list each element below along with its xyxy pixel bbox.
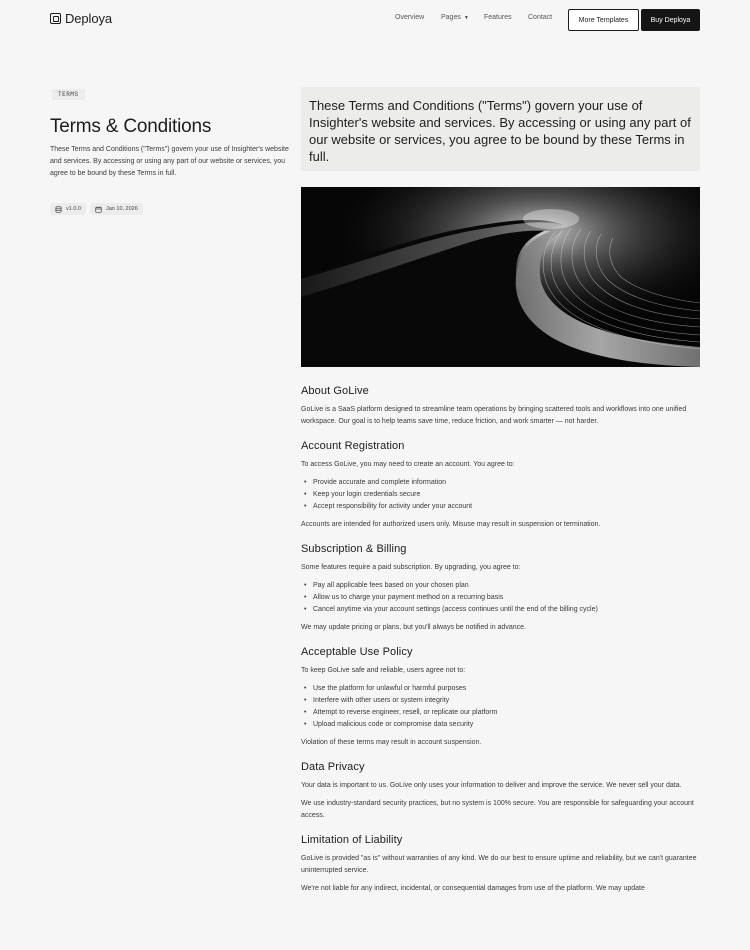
page-title: Terms & Conditions bbox=[50, 116, 212, 137]
intro-text: These Terms and Conditions ("Terms") govern your use of Insighter's website and services. By accessing or using any part of our website or services, you agree to be bound by these Terms in full. bbox=[50, 146, 289, 177]
terms-content bbox=[301, 385, 700, 907]
list-item: • Attempt to reverse engineer, resell, or replicate our platform bbox=[301, 707, 700, 719]
section-paragraph: Some features require a paid subscription. By upgrading, you agree to: bbox=[301, 564, 521, 571]
section-title: Subscription & Billing bbox=[301, 543, 407, 555]
section-paragraph: We may update pricing or plans, but you'll always be notified in advance. bbox=[301, 624, 526, 631]
section-about bbox=[301, 385, 700, 428]
list-item: • Use the platform for unlawful or harmful purposes bbox=[301, 683, 700, 695]
buy-button[interactable]: Buy Deploya bbox=[641, 9, 700, 31]
nav-features[interactable] bbox=[484, 14, 512, 21]
section-acceptable-use bbox=[301, 646, 700, 749]
nav-features-label: Features bbox=[484, 14, 512, 21]
nav-contact-label: Contact bbox=[528, 14, 553, 21]
logo-icon bbox=[50, 13, 61, 24]
date-text: Jan 10, 2026 bbox=[105, 206, 138, 212]
version-chip bbox=[50, 203, 86, 215]
list-item: • Upload malicious code or compromise data security bbox=[301, 719, 700, 731]
bullet-list bbox=[301, 683, 700, 731]
site-header bbox=[0, 0, 750, 40]
more-templates-button[interactable]: More Templates bbox=[568, 9, 639, 31]
hero-image bbox=[301, 187, 700, 367]
section-subscription-billing bbox=[301, 543, 700, 634]
section-paragraph: To keep GoLive safe and reliable, users agree not to: bbox=[301, 667, 466, 674]
list-item: • Cancel anytime via your account settings (access continues until the end of the billing cycle) bbox=[301, 604, 700, 616]
section-title: Account Registration bbox=[301, 440, 405, 452]
section-limitation-liability bbox=[301, 834, 700, 895]
list-item: • Provide accurate and complete information bbox=[301, 477, 700, 489]
meta-chips bbox=[50, 203, 143, 215]
section-paragraph: Your data is important to us. GoLive only uses your information to deliver and improve the service. We never sell your data. bbox=[301, 782, 682, 789]
version-text: v1.0.0 bbox=[66, 206, 81, 212]
section-title: Limitation of Liability bbox=[301, 834, 403, 846]
section-data-privacy bbox=[301, 761, 700, 822]
nav-pages-label: Pages bbox=[441, 14, 461, 21]
nav-overview[interactable] bbox=[395, 14, 424, 21]
section-paragraph: Violation of these terms may result in account suspension. bbox=[301, 739, 482, 746]
database-icon bbox=[55, 206, 62, 213]
section-paragraph: GoLive is provided "as is" without warranties of any kind. We do our best to ensure uptime and reliability, but we can't guarantee uninterrupted service. bbox=[301, 855, 697, 874]
date-chip bbox=[90, 203, 143, 215]
section-title: Data Privacy bbox=[301, 761, 365, 773]
section-title: Acceptable Use Policy bbox=[301, 646, 413, 658]
nav-overview-label: Overview bbox=[395, 14, 425, 21]
nav-contact[interactable] bbox=[528, 14, 552, 21]
calendar-icon bbox=[95, 206, 102, 213]
list-item: • Interfere with other users or system integrity bbox=[301, 695, 700, 707]
bullet-list bbox=[301, 477, 700, 513]
bullet-list bbox=[301, 580, 700, 616]
nav-pages[interactable] bbox=[441, 14, 469, 21]
terms-tag: TERMS bbox=[52, 89, 85, 100]
logo[interactable] bbox=[50, 11, 112, 26]
section-paragraph: Accounts are intended for authorized users only. Misuse may result in suspension or termination. bbox=[301, 521, 601, 528]
intro-callout: These Terms and Conditions ("Terms") govern your use of Insighter's website and services. By accessing or using any part of our website or services, you agree to be bound by these Terms in full. bbox=[301, 87, 700, 171]
section-paragraph: To access GoLive, you may need to create an account. You agree to: bbox=[301, 461, 515, 468]
section-paragraph: GoLive is a SaaS platform designed to streamline team operations by bringing scattered tools and workflows into one unified workspace. Our goal is to help teams save time, reduce friction, and work smarter — not harder. bbox=[301, 406, 687, 425]
caret-down-icon: ▼ bbox=[463, 14, 469, 21]
wave-image bbox=[301, 187, 700, 367]
section-paragraph: We use industry-standard security practices, but no system is 100% secure. You are responsible for safeguarding your account access. bbox=[301, 800, 694, 819]
section-title: About GoLive bbox=[301, 385, 369, 397]
section-account-registration bbox=[301, 440, 700, 531]
list-item: • Allow us to charge your payment method on a recurring basis bbox=[301, 592, 700, 604]
list-item: • Pay all applicable fees based on your chosen plan bbox=[301, 580, 700, 592]
section-paragraph: We're not liable for any indirect, incidental, or consequential damages from use of the platform. We may update bbox=[301, 885, 645, 892]
logo-text: Deploya bbox=[65, 11, 112, 26]
list-item: • Accept responsibility for activity under your account bbox=[301, 501, 700, 513]
list-item: • Keep your login credentials secure bbox=[301, 489, 700, 501]
